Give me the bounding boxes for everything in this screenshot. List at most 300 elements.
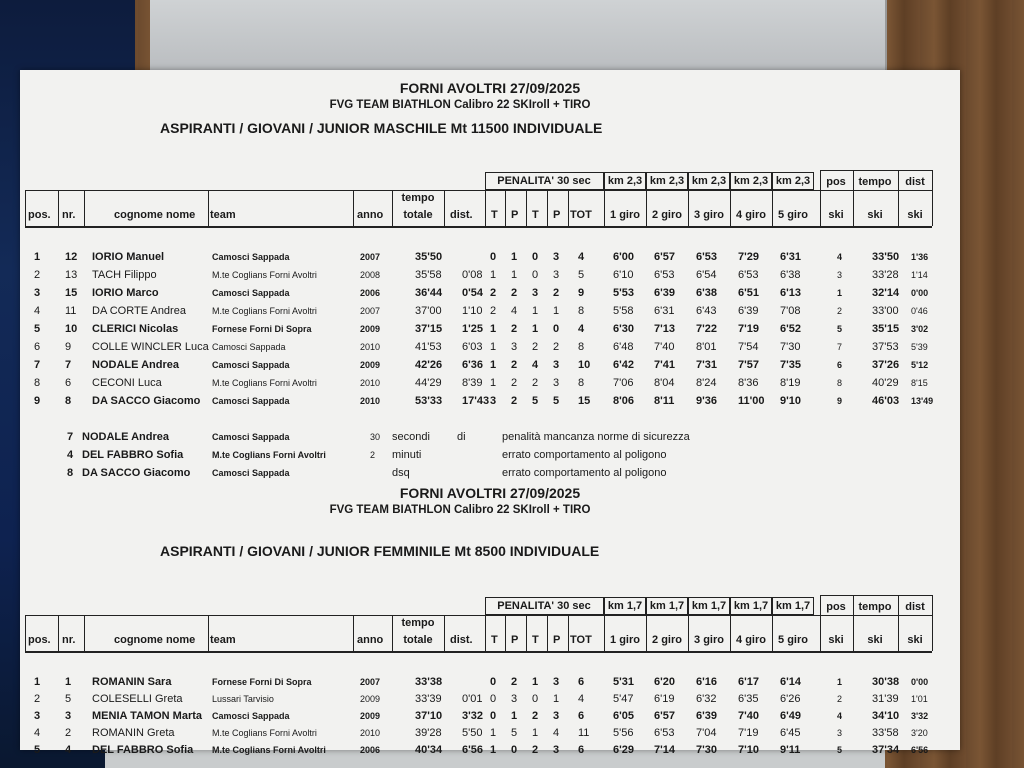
header-tempo-ski: ski: [867, 209, 883, 221]
lap-km-label: km 2,3: [733, 175, 769, 187]
result-gap: 0'08: [462, 269, 483, 281]
result-penalty-p1: 1: [511, 269, 518, 281]
result-athlete-name: COLESELLI Greta: [92, 693, 183, 705]
result-pos: 5: [34, 323, 41, 335]
result-lap-3: 6'43: [696, 305, 717, 317]
result-total-time: 44'29: [415, 377, 442, 389]
result-total-time: 35'50: [415, 251, 443, 263]
result-lap-4: 7'19: [738, 323, 759, 335]
result-ski-gap: 3'20: [911, 728, 928, 738]
result-total-time: 40'34: [415, 744, 443, 756]
result-lap-5: 6'13: [780, 287, 801, 299]
result-year: 2010: [360, 396, 381, 406]
result-pos: 2: [34, 693, 41, 705]
result-penalty-p2: 0: [553, 323, 560, 335]
category-title: ASPIRANTI / GIOVANI / JUNIOR MASCHILE Mt 11500 INDIVIDUALE: [160, 120, 603, 136]
result-year: 2010: [360, 378, 381, 388]
result-penalty-total: 8: [578, 305, 585, 317]
result-penalty-total: 5: [578, 269, 585, 281]
header-lap-3: 3 giro: [694, 209, 724, 221]
results-sheet: [20, 70, 960, 756]
note-reason: errato comportamento al poligono: [502, 467, 667, 479]
result-ski-pos: 6: [837, 360, 843, 370]
header-column-divider: [898, 190, 899, 226]
header-column-divider: [353, 615, 354, 651]
result-bib: 7: [65, 359, 72, 371]
result-pos: 8: [34, 377, 41, 389]
result-lap-3: 6'38: [696, 287, 717, 299]
lap-km-label: km 1,7: [775, 600, 811, 612]
result-lap-5: 7'30: [780, 341, 801, 353]
result-year: 2007: [360, 306, 381, 316]
result-team: M.te Coglians Forni Avoltri: [212, 306, 317, 316]
result-lap-5: 6'49: [780, 710, 801, 722]
header-column-divider: [25, 615, 26, 651]
ski-header-top-line: [820, 170, 932, 171]
note-reason: penalità mancanza norme di sicurezza: [502, 431, 690, 443]
result-bib: 9: [65, 341, 72, 353]
lap-km-label: km 1,7: [733, 600, 769, 612]
result-athlete-name: COLLE WINCLER Luca: [92, 341, 209, 353]
result-penalty-p2: 5: [553, 395, 560, 407]
result-athlete-name: IORIO Manuel: [92, 251, 165, 263]
result-year: 2006: [360, 745, 381, 755]
result-total-time: 39'28: [415, 727, 442, 739]
result-lap-3: 6'54: [696, 269, 717, 281]
header-column-divider: [730, 190, 731, 226]
result-penalty-p1: 2: [511, 359, 518, 371]
header-t2: T: [532, 634, 539, 646]
result-team: Camosci Sappada: [212, 396, 290, 406]
result-penalty-p1: 4: [511, 305, 518, 317]
result-penalty-t1: 2: [490, 305, 497, 317]
result-penalty-t1: 1: [490, 269, 497, 281]
result-gap: 1'25: [462, 323, 483, 335]
header-column-divider: [444, 615, 445, 651]
result-ski-time: 40'29: [872, 377, 899, 389]
result-team: Fornese Forni Di Sopra: [212, 324, 312, 334]
header-anno: anno: [357, 634, 384, 646]
result-penalty-total: 11: [578, 727, 590, 739]
result-lap-1: 6'00: [613, 251, 634, 263]
sheet-title: FORNI AVOLTRI 27/09/2025: [399, 80, 581, 96]
result-lap-2: 8'11: [654, 395, 675, 407]
result-penalty-t2: 2: [532, 710, 539, 722]
result-penalty-total: 4: [578, 251, 585, 263]
result-penalty-total: 6: [578, 676, 585, 688]
result-pos: 4: [34, 305, 41, 317]
header-lap-4: 4 giro: [736, 634, 766, 646]
result-penalty-p1: 2: [511, 287, 518, 299]
note-team: Camosci Sappada: [212, 432, 290, 442]
result-penalty-t1: 1: [490, 744, 497, 756]
result-lap-3: 7'04: [696, 727, 717, 739]
header-p2: P: [553, 634, 561, 646]
result-ski-pos: 2: [837, 306, 843, 316]
result-total-time: 37'10: [415, 710, 443, 722]
header-nr: nr.: [62, 634, 76, 646]
result-lap-3: 6'32: [696, 693, 717, 705]
header-dist-ski: dist: [905, 176, 925, 188]
note-bib: 8: [67, 467, 74, 479]
header-column-divider: [208, 190, 209, 226]
result-gap: 3'32: [462, 710, 483, 722]
result-ski-pos: 1: [837, 677, 843, 687]
result-ski-pos: 2: [837, 694, 843, 704]
result-team: Fornese Forni Di Sopra: [212, 677, 312, 687]
result-ski-time: 35'15: [872, 323, 900, 335]
note-unit: dsq: [392, 467, 410, 479]
result-total-time: 42'26: [415, 359, 443, 371]
header-column-divider: [84, 190, 85, 226]
result-ski-time: 37'26: [872, 359, 900, 371]
result-team: M.te Coglians Forni Avoltri: [212, 745, 326, 755]
note-quantity: 30: [370, 432, 381, 442]
result-lap-2: 6'20: [654, 676, 675, 688]
header-column-divider: [568, 615, 569, 651]
result-lap-5: 9'11: [780, 744, 801, 756]
laptop-lid: [150, 0, 887, 75]
header-totale: totale: [403, 634, 433, 646]
header-dist: dist.: [450, 634, 473, 646]
result-ski-time: 46'03: [872, 395, 900, 407]
result-lap-2: 6'39: [654, 287, 675, 299]
note-athlete-name: DEL FABBRO Sofia: [82, 449, 184, 461]
header-top-line: [25, 190, 932, 191]
result-penalty-p1: 2: [511, 323, 518, 335]
result-penalty-p2: 4: [553, 727, 560, 739]
result-lap-4: 7'29: [738, 251, 759, 263]
result-gap: 6'56: [462, 744, 483, 756]
header-column-divider: [485, 615, 486, 651]
header-tempo: tempo: [401, 192, 435, 204]
result-lap-1: 6'30: [613, 323, 634, 335]
header-dist-ski: dist: [905, 601, 925, 613]
result-pos: 2: [34, 269, 41, 281]
result-ski-gap: 0'00: [911, 288, 929, 298]
header-p1: P: [511, 209, 519, 221]
result-lap-5: 6'31: [780, 251, 801, 263]
header-column-divider: [820, 190, 821, 226]
result-penalty-t2: 1: [532, 323, 539, 335]
result-lap-1: 6'29: [613, 744, 634, 756]
result-penalty-t1: 1: [490, 377, 497, 389]
result-penalty-t2: 1: [532, 305, 539, 317]
result-lap-1: 7'06: [613, 377, 634, 389]
result-bib: 5: [65, 693, 72, 705]
result-lap-4: 7'57: [738, 359, 759, 371]
result-penalty-total: 15: [578, 395, 591, 407]
result-ski-gap: 3'02: [911, 324, 929, 334]
result-athlete-name: CECONI Luca: [92, 377, 162, 389]
result-bib: 8: [65, 395, 72, 407]
lap-km-label: km 1,7: [649, 600, 685, 612]
result-lap-5: 6'26: [780, 693, 801, 705]
result-ski-time: 33'50: [872, 251, 900, 263]
result-bib: 13: [65, 269, 78, 281]
header-column-divider: [853, 615, 854, 651]
note-unit: minuti: [392, 449, 422, 461]
header-column-divider: [392, 615, 393, 651]
header-column-divider: [898, 615, 899, 651]
result-penalty-t2: 1: [532, 727, 539, 739]
result-bib: 4: [65, 744, 72, 756]
sheet-subtitle: FVG TEAM BIATHLON Calibro 22 SKIroll + TIRO: [329, 504, 591, 516]
result-lap-2: 6'57: [654, 251, 675, 263]
header-column-divider: [604, 190, 605, 226]
header-p2: P: [553, 209, 561, 221]
result-lap-1: 5'56: [613, 727, 634, 739]
result-lap-5: 8'19: [780, 377, 801, 389]
header-column-divider: [730, 615, 731, 651]
result-athlete-name: MENIA TAMON Marta: [92, 710, 202, 722]
result-lap-5: 9'10: [780, 395, 801, 407]
result-lap-3: 6'16: [696, 676, 717, 688]
result-pos: 4: [34, 727, 41, 739]
result-team: Camosci Sappada: [212, 288, 290, 298]
note-unit: secondi: [392, 431, 430, 443]
result-team: M.te Coglians Forni Avoltri: [212, 728, 317, 738]
ski-header-top-line: [820, 595, 932, 596]
header-pos-ski: pos: [826, 601, 846, 613]
ski-header-divider: [820, 170, 821, 190]
ski-header-divider: [932, 170, 933, 226]
result-lap-2: 6'19: [654, 693, 675, 705]
result-lap-1: 5'53: [613, 287, 634, 299]
header-name: cognome nome: [114, 634, 196, 646]
header-column-divider: [485, 190, 486, 226]
result-lap-1: 6'48: [613, 341, 634, 353]
result-lap-5: 6'52: [780, 323, 801, 335]
header-totale: totale: [403, 209, 433, 221]
result-bib: 6: [65, 377, 72, 389]
result-year: 2008: [360, 270, 381, 280]
header-dist-ski: ski: [907, 209, 923, 221]
note-reason: errato comportamento al poligono: [502, 449, 667, 461]
result-ski-pos: 5: [837, 324, 843, 334]
header-tempo: tempo: [401, 617, 435, 629]
result-ski-pos: 4: [837, 711, 843, 721]
result-ski-time: 32'14: [872, 287, 900, 299]
result-bib: 10: [65, 323, 78, 335]
header-dist-ski: ski: [907, 634, 923, 646]
header-p1: P: [511, 634, 519, 646]
result-gap: 17'43: [462, 395, 490, 407]
result-lap-4: 6'53: [738, 269, 759, 281]
result-ski-time: 30'38: [872, 676, 900, 688]
penalty-header-label: PENALITA' 30 sec: [497, 175, 591, 187]
header-pos-ski: ski: [828, 634, 844, 646]
result-team: M.te Coglians Forni Avoltri: [212, 270, 317, 280]
header-column-divider: [772, 190, 773, 226]
result-lap-2: 6'53: [654, 727, 675, 739]
note-athlete-name: DA SACCO Giacomo: [82, 467, 191, 479]
result-penalty-t2: 1: [532, 676, 539, 688]
result-lap-2: 6'57: [654, 710, 675, 722]
result-lap-1: 5'47: [613, 693, 634, 705]
result-team: Camosci Sappada: [212, 342, 286, 352]
result-athlete-name: CLERICI Nicolas: [92, 323, 179, 335]
ski-header-divider: [932, 595, 933, 651]
header-column-divider: [688, 615, 689, 651]
result-total-time: 36'44: [415, 287, 443, 299]
result-penalty-p2: 3: [553, 359, 560, 371]
result-bib: 12: [65, 251, 78, 263]
result-athlete-name: NODALE Andrea: [92, 359, 179, 371]
note-quantity: 2: [370, 450, 376, 460]
result-penalty-total: 10: [578, 359, 591, 371]
result-ski-pos: 8: [837, 378, 843, 388]
result-lap-2: 8'04: [654, 377, 675, 389]
header-tot: TOT: [570, 209, 592, 221]
result-ski-pos: 9: [837, 396, 843, 406]
result-penalty-p2: 3: [553, 676, 560, 688]
result-ski-time: 33'00: [872, 305, 899, 317]
header-lap-1: 1 giro: [610, 209, 640, 221]
header-bottom-line: [25, 226, 932, 228]
result-bib: 1: [65, 676, 72, 688]
header-lap-2: 2 giro: [652, 209, 682, 221]
result-lap-5: 6'45: [780, 727, 801, 739]
result-pos: 3: [34, 710, 41, 722]
result-total-time: 37'15: [415, 323, 443, 335]
header-tot: TOT: [570, 634, 592, 646]
header-column-divider: [526, 190, 527, 226]
result-gap: 1'10: [462, 305, 483, 317]
result-lap-3: 6'39: [696, 710, 717, 722]
header-tempo-ski: ski: [867, 634, 883, 646]
result-ski-gap: 13'49: [911, 396, 934, 406]
result-year: 2009: [360, 324, 381, 334]
result-penalty-t2: 3: [532, 287, 539, 299]
header-column-divider: [688, 190, 689, 226]
result-pos: 1: [34, 251, 41, 263]
result-gap: 8'39: [462, 377, 483, 389]
result-bib: 15: [65, 287, 78, 299]
result-lap-2: 6'53: [654, 269, 675, 281]
result-athlete-name: ROMANIN Sara: [92, 676, 172, 688]
header-tempo-ski: tempo: [858, 176, 892, 188]
result-total-time: 53'33: [415, 395, 443, 407]
header-lap-1: 1 giro: [610, 634, 640, 646]
result-year: 2010: [360, 342, 381, 352]
result-lap-2: 6'31: [654, 305, 675, 317]
result-penalty-p2: 3: [553, 710, 560, 722]
result-penalty-p2: 1: [553, 305, 560, 317]
result-lap-2: 7'13: [654, 323, 675, 335]
result-gap: 0'01: [462, 693, 483, 705]
header-column-divider: [853, 190, 854, 226]
result-lap-4: 6'39: [738, 305, 759, 317]
result-penalty-t1: 1: [490, 359, 497, 371]
result-ski-gap: 0'46: [911, 306, 928, 316]
header-column-divider: [547, 190, 548, 226]
header-team: team: [210, 634, 236, 646]
result-ski-time: 33'58: [872, 727, 899, 739]
lap-km-label: km 1,7: [691, 600, 727, 612]
result-lap-2: 7'41: [654, 359, 675, 371]
result-penalty-p1: 3: [511, 693, 518, 705]
result-ski-time: 37'53: [872, 341, 899, 353]
result-ski-pos: 3: [837, 728, 843, 738]
result-penalty-total: 4: [578, 323, 585, 335]
result-team: Camosci Sappada: [212, 252, 290, 262]
result-year: 2009: [360, 360, 381, 370]
result-penalty-t2: 4: [532, 359, 539, 371]
header-column-divider: [547, 615, 548, 651]
result-ski-gap: 5'12: [911, 360, 929, 370]
result-year: 2009: [360, 711, 381, 721]
result-penalty-t1: 1: [490, 323, 497, 335]
lap-km-label: km 2,3: [691, 175, 727, 187]
result-lap-3: 8'24: [696, 377, 717, 389]
lap-km-label: km 1,7: [607, 600, 643, 612]
result-total-time: 37'00: [415, 305, 442, 317]
result-penalty-t2: 2: [532, 377, 539, 389]
result-penalty-p1: 2: [511, 676, 518, 688]
result-ski-time: 37'34: [872, 744, 900, 756]
header-lap-4: 4 giro: [736, 209, 766, 221]
result-ski-time: 34'10: [872, 710, 900, 722]
result-bib: 2: [65, 727, 72, 739]
result-ski-gap: 0'00: [911, 677, 929, 687]
result-penalty-p1: 3: [511, 341, 518, 353]
result-lap-5: 6'38: [780, 269, 801, 281]
header-t2: T: [532, 209, 539, 221]
result-penalty-total: 8: [578, 341, 585, 353]
header-column-divider: [58, 615, 59, 651]
result-lap-4: 7'10: [738, 744, 759, 756]
result-pos: 3: [34, 287, 41, 299]
result-penalty-t1: 3: [490, 395, 497, 407]
result-lap-3: 9'36: [696, 395, 717, 407]
result-year: 2010: [360, 728, 381, 738]
header-tempo-ski: tempo: [858, 601, 892, 613]
result-penalty-t2: 2: [532, 744, 539, 756]
result-bib: 11: [65, 305, 77, 317]
category-title: ASPIRANTI / GIOVANI / JUNIOR FEMMINILE Mt 8500 INDIVIDUALE: [160, 543, 600, 559]
result-lap-3: 7'31: [696, 359, 717, 371]
result-penalty-total: 9: [578, 287, 585, 299]
result-total-time: 35'58: [415, 269, 442, 281]
result-lap-1: 6'05: [613, 710, 634, 722]
result-penalty-total: 6: [578, 744, 585, 756]
result-lap-1: 5'31: [613, 676, 634, 688]
result-lap-4: 6'17: [738, 676, 759, 688]
result-ski-gap: 8'15: [911, 378, 928, 388]
header-t1: T: [491, 634, 498, 646]
result-year: 2006: [360, 288, 381, 298]
result-athlete-name: DA CORTE Andrea: [92, 305, 186, 317]
result-pos: 5: [34, 744, 41, 756]
header-column-divider: [208, 615, 209, 651]
header-pos: pos.: [28, 634, 51, 646]
ski-header-divider: [898, 595, 899, 615]
result-penalty-p1: 0: [511, 744, 518, 756]
result-lap-4: 8'36: [738, 377, 759, 389]
result-total-time: 41'53: [415, 341, 442, 353]
result-pos: 7: [34, 359, 41, 371]
header-column-divider: [820, 615, 821, 651]
result-penalty-p2: 3: [553, 251, 560, 263]
result-penalty-t1: 0: [490, 251, 497, 263]
header-anno: anno: [357, 209, 384, 221]
result-pos: 9: [34, 395, 41, 407]
result-penalty-t2: 0: [532, 251, 539, 263]
header-lap-5: 5 giro: [778, 634, 808, 646]
result-team: Camosci Sappada: [212, 711, 290, 721]
result-lap-3: 6'53: [696, 251, 717, 263]
